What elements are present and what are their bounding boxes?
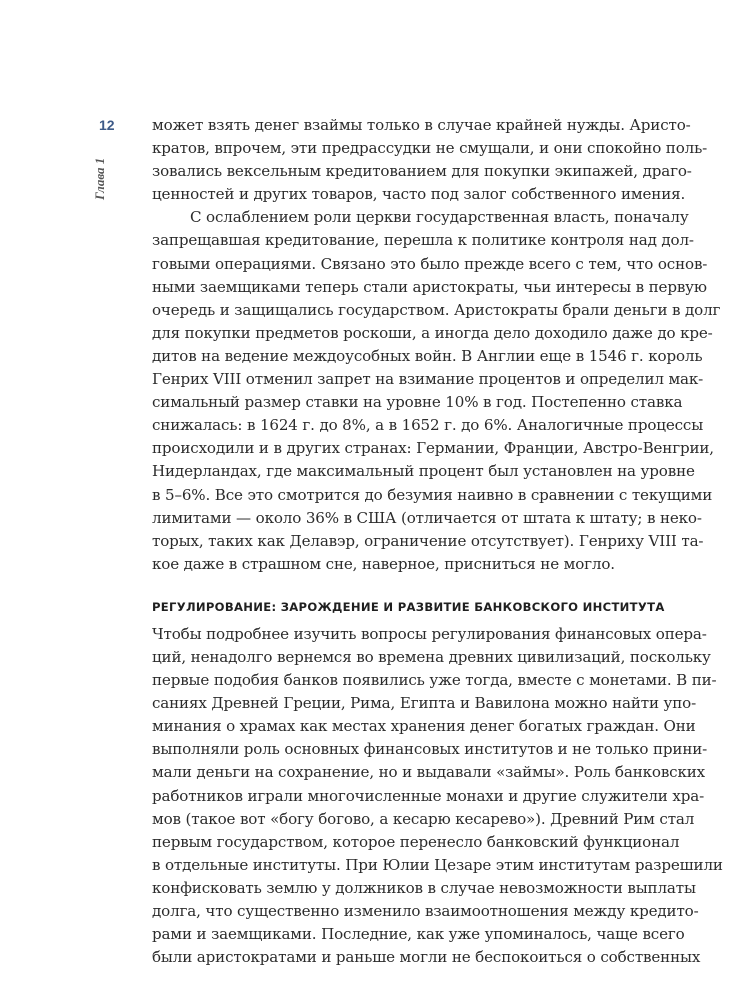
page-number: 12 [99,117,115,133]
text-line: первым государством, которое перенесло банковский функционал [152,832,680,851]
text-line: были аристократами и раньше могли не беспокоиться о собственных [152,948,701,967]
text-line: в отдельные институты. При Юлии Цезаре этим институтам разрешили [152,855,723,874]
text-line: С ослаблением роли церкви государственная власть, поначалу [190,208,689,227]
text-line: дитов на ведение междоусобных войн. В Англии еще в 1546 г. король [152,346,703,365]
text-line: ций, ненадолго вернемся во времена древних цивилизаций, поскольку [152,647,711,666]
text-line: для покупки предметов роскоши, а иногда дело доходило даже до кре- [152,323,713,342]
text-line: долга, что существенно изменило взаимоотношения между кредито- [152,902,699,920]
text-line: выполняли роль основных финансовых институтов и не только прини- [152,740,708,759]
text-line: может взять денег взаймы только в случае крайней нужды. Аристо- [152,116,691,134]
text-line: минания о храмах как местах хранения денег богатых граждан. Они [152,717,696,736]
text-line: в 5–6%. Все это смотрится до безумия наивно в сравнении с текущими [152,485,713,504]
text-line: кое даже в страшном сне, наверное, присниться не могло. [152,554,615,573]
page-content [152,114,723,969]
text-line: ными заемщиками теперь стали аристократы, чьи интересы в первую [152,277,707,296]
text-line: Нидерландах, где максимальный процент был установлен на уровне [152,462,695,481]
text-line: работников играли многочисленные монахи и другие служители хра- [152,786,705,805]
section-heading: РЕГУЛИРОВАНИЕ: ЗАРОЖДЕНИЕ И РАЗВИТИЕ БАНКОВСКОГО ИНСТИТУТА [152,599,665,614]
text-line: мали деньги на сохранение, но и выдавали «займы». Роль банковских [152,763,706,782]
text-line: снижалась: в 1624 г. до 8%, а в 1652 г. до 6%. Аналогичные процессы [152,416,704,435]
text-line: рами и заемщиками. Последние, как уже упоминалось, чаще всего [152,925,685,944]
chapter-label: Глава 1 [92,157,107,200]
text-line: происходили и в других странах: Германии, Франции, Австро-Венгрии, [152,439,714,458]
text-line: запрещавшая кредитование, перешла к политике контроля над дол- [152,231,694,250]
text-line: мов (такое вот «богу богово, а кесарю кесарево»). Древний Рим стал [152,809,695,828]
text-line: симальный размер ставки на уровне 10% в год. Постепенно ставка [152,393,683,412]
text-line: Чтобы подробнее изучить вопросы регулирования финансовых опера- [152,624,707,643]
text-line: саниях Древней Греции, Рима, Египта и Вавилона можно найти упо- [152,694,697,713]
text-line: лимитами — около 36% в США (отличается от штата к штату; в неко- [152,508,702,527]
text-line: зовались вексельным кредитованием для покупки экипажей, драго- [152,162,692,181]
paragraph-3 [152,623,723,969]
text-line: конфисковать землю у должников в случае невозможности выплаты [152,878,696,897]
text-line: кратов, впрочем, эти предрассудки не смущали, и они спокойно поль- [152,139,708,158]
text-line: ценностей и других товаров, часто под залог собственного имения. [152,185,686,204]
paragraph-2 [152,206,721,576]
text-line: торых, таких как Делавэр, ограничение отсутствует). Генриху VIII та- [152,531,704,550]
text-line: Генрих VIII отменил запрет на взимание процентов и определил мак- [152,370,704,389]
text-line: очередь и защищались государством. Аристократы брали деньги в долг [152,300,721,319]
text-line: первые подобия банков появились уже тогда, вместе с монетами. В пи- [152,671,717,690]
paragraph-1 [152,114,708,206]
text-line: говыми операциями. Связано это было прежде всего с тем, что основ- [152,254,708,273]
